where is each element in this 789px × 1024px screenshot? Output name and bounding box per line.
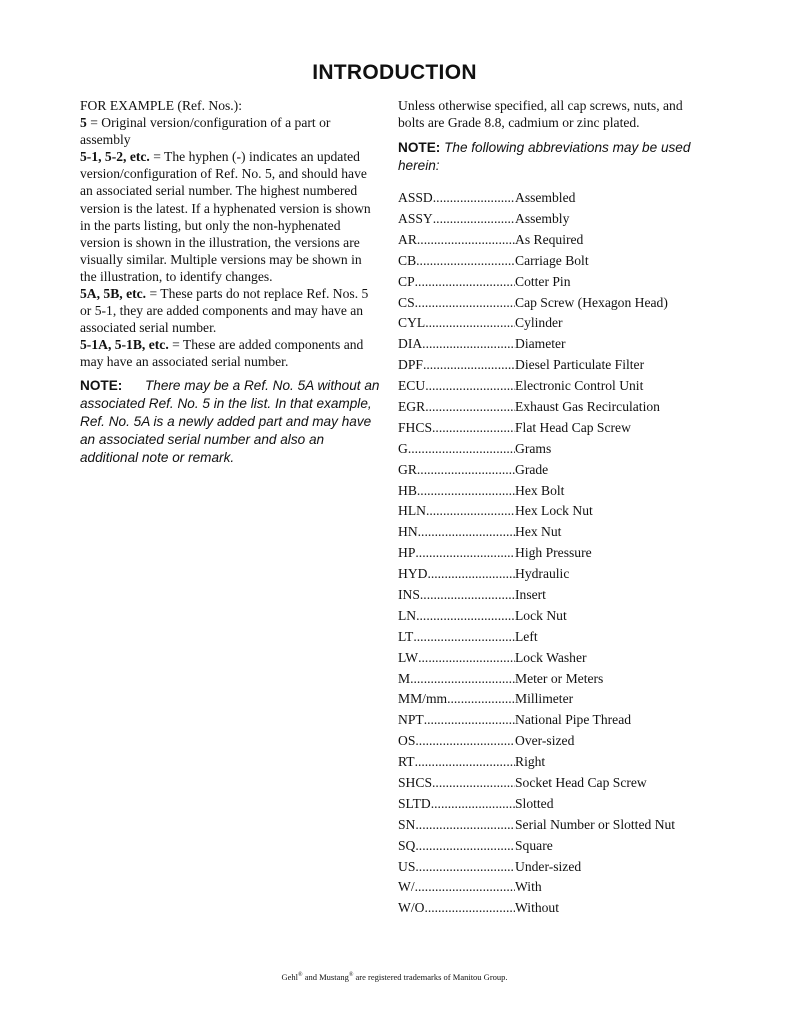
- abbreviation-code: MM/mm: [398, 691, 448, 707]
- abbreviation-row: [398, 271, 708, 292]
- abbreviation-meaning: Serial Number or Slotted Nut: [515, 816, 676, 832]
- abbreviation-row: [398, 709, 708, 730]
- abbreviation-code: SHCS: [398, 775, 433, 791]
- abbreviation-meaning: Assembly: [515, 210, 570, 226]
- page-title: INTRODUCTION: [312, 61, 477, 84]
- abbreviation-code: INS: [398, 587, 420, 602]
- abbreviation-meaning: With: [515, 879, 542, 895]
- abbreviation-code: DPF: [398, 357, 423, 373]
- abbreviation-code: W/O: [398, 900, 425, 916]
- abbreviation-row: [398, 584, 708, 605]
- abbreviation-code: ASSY: [398, 210, 433, 226]
- abbreviation-code: SN: [398, 816, 416, 832]
- dot-leader: [425, 314, 515, 331]
- abbreviation-meaning: Lock Washer: [515, 649, 587, 665]
- abbreviation-meaning: Electronic Control Unit: [515, 378, 644, 394]
- note-label: NOTE:: [80, 377, 123, 393]
- abbreviation-meaning: Cotter Pin: [515, 273, 571, 289]
- abbreviation-row: [398, 187, 708, 208]
- abbreviation-code: ASSD: [398, 190, 433, 206]
- abbreviation-meaning: Hex Lock Nut: [515, 503, 593, 519]
- abbreviation-row: [398, 333, 708, 354]
- abbreviation-key: [398, 419, 515, 436]
- abbreviation-key: [398, 732, 515, 749]
- abbreviation-code: LN: [398, 607, 417, 623]
- dot-leader: [415, 544, 515, 561]
- abbreviation-meaning: Right: [515, 754, 546, 770]
- example-entry: [80, 336, 380, 370]
- dot-leader: [415, 816, 515, 833]
- dot-leader: [425, 398, 515, 415]
- abbreviation-key: [398, 377, 515, 394]
- abbreviation-key: [398, 502, 515, 519]
- dot-leader: [432, 774, 515, 791]
- abbreviation-meaning: Diameter: [515, 336, 566, 352]
- dot-leader: [410, 670, 515, 687]
- abbreviation-key: [398, 398, 515, 415]
- abbreviation-row: [398, 897, 708, 918]
- abbreviation-code: HLN: [398, 503, 426, 519]
- example-entry: [80, 148, 380, 285]
- abbreviation-meaning: Cap Screw (Hexagon Head): [515, 294, 668, 310]
- note-text: There may be a Ref. No. 5A without an associated Ref. No. 5 in the list. In that example, Ref. No. 5A is a newly added part and may have an associated serial number and also an additional note or remark.: [80, 377, 380, 465]
- abbreviation-meaning: Hex Bolt: [515, 482, 565, 498]
- abbreviation-key: [398, 878, 515, 895]
- abbreviation-code: GR: [398, 461, 417, 477]
- abbreviation-meaning: Square: [515, 837, 553, 853]
- abbreviation-key: [398, 628, 515, 645]
- abbreviation-key: [398, 440, 515, 457]
- abbreviation-key: [398, 816, 515, 833]
- abbreviation-row: [398, 877, 708, 898]
- abbreviation-key: [398, 858, 515, 875]
- abbreviation-code: CP: [398, 273, 415, 289]
- abbreviation-row: [398, 229, 708, 250]
- abbreviation-meaning: Cylinder: [515, 315, 563, 331]
- abbreviation-row: [398, 772, 708, 793]
- dot-leader: [425, 377, 515, 394]
- dot-leader: [416, 252, 515, 269]
- abbreviation-key: [398, 795, 515, 812]
- abbreviation-code: FHCS: [398, 419, 433, 435]
- abbreviation-code: CS: [398, 294, 415, 310]
- example-intro: FOR EXAMPLE (Ref. Nos.):: [80, 98, 242, 113]
- abbreviation-row: [398, 626, 708, 647]
- abbreviation-meaning: Meter or Meters: [515, 670, 604, 686]
- abbreviation-key: [398, 899, 515, 916]
- ref-note: [80, 377, 380, 467]
- abbreviation-code: ECU: [398, 378, 426, 394]
- abbreviation-code: EGR: [398, 398, 426, 414]
- dot-leader: [433, 189, 515, 206]
- abbreviation-row: [398, 563, 708, 584]
- abbreviation-code: OS: [398, 733, 416, 749]
- abbreviation-code: NPT: [398, 712, 424, 728]
- abbreviation-meaning: Slotted: [515, 795, 554, 811]
- dot-leader: [418, 649, 515, 666]
- abbreviation-row: [398, 730, 708, 751]
- abbreviation-row: [398, 668, 708, 689]
- abbreviation-row: [398, 501, 708, 522]
- dot-leader: [417, 231, 515, 248]
- dot-leader: [415, 732, 515, 749]
- abbreviation-row: [398, 250, 708, 271]
- abbreviation-row: [398, 793, 708, 814]
- dot-leader: [417, 461, 515, 478]
- abbreviation-key: [398, 690, 515, 707]
- abbreviation-key: [398, 210, 515, 227]
- abbreviation-row: [398, 396, 708, 417]
- dot-leader: [415, 273, 515, 290]
- abbreviation-meaning: National Pipe Thread: [515, 712, 632, 728]
- example-text: = These are added components and may have an associated serial number.: [80, 337, 364, 370]
- abbreviation-key: [398, 294, 515, 311]
- abbreviation-code: LW: [398, 649, 419, 665]
- abbreviation-row: [398, 647, 708, 668]
- abbreviation-meaning: Diesel Particulate Filter: [515, 357, 645, 373]
- abbreviation-row: [398, 480, 708, 501]
- dot-leader: [431, 795, 515, 812]
- registered-mark: ®: [348, 972, 354, 979]
- abbreviation-code: LT: [398, 628, 414, 644]
- dot-leader: [415, 858, 515, 875]
- registered-mark: ®: [298, 972, 303, 979]
- dot-leader: [420, 586, 515, 603]
- abbreviation-meaning: Insert: [515, 587, 546, 602]
- abbreviation-meaning: Exhaust Gas Recirculation: [515, 398, 660, 414]
- abbreviation-key: [398, 189, 515, 206]
- example-term: 5-1, 5-2, etc.: [80, 149, 150, 165]
- footer-text: are registered trademarks of Manitou Group.: [353, 972, 508, 982]
- abbreviation-meaning: As Required: [515, 231, 584, 247]
- dot-leader: [415, 837, 515, 854]
- dot-leader: [426, 502, 515, 519]
- dot-leader: [415, 294, 515, 311]
- abbreviation-key: [398, 607, 515, 624]
- abbreviation-row: [398, 417, 708, 438]
- abbreviation-meaning: Over-sized: [515, 733, 575, 749]
- dot-leader: [432, 419, 515, 436]
- dot-leader: [413, 628, 515, 645]
- abbreviation-code: HN: [398, 524, 418, 540]
- abbreviation-key: [398, 837, 515, 854]
- dot-leader: [422, 335, 515, 352]
- abbreviation-meaning: Socket Head Cap Screw: [515, 775, 647, 791]
- trademark-footer: [0, 972, 789, 982]
- dot-leader: [424, 711, 515, 728]
- abbreviation-key: [398, 711, 515, 728]
- abbreviation-meaning: Assembled: [515, 190, 576, 206]
- abbreviation-row: [398, 856, 708, 877]
- abbreviation-row: [398, 835, 708, 856]
- abbreviation-meaning: Left: [515, 628, 538, 644]
- abbreviation-meaning: Flat Head Cap Screw: [515, 419, 631, 435]
- example-term: 5A, 5B, etc.: [80, 286, 147, 302]
- abbreviation-code: HYD: [398, 566, 428, 582]
- abbreviation-row: [398, 814, 708, 835]
- footer-brand-mustang: and Mustang: [302, 972, 349, 982]
- example-text: = These parts do not replace Ref. Nos. 5 or 5-1, they are added components and may have an associated serial number.: [80, 286, 369, 336]
- abbreviation-meaning: Hydraulic: [515, 566, 570, 582]
- abbreviation-key: [398, 273, 515, 290]
- abbreviation-row: [398, 605, 708, 626]
- left-column: [80, 97, 380, 467]
- abbreviation-row: [398, 459, 708, 480]
- footer-brand-gehl: Gehl: [281, 972, 298, 982]
- abbreviation-row: [398, 689, 708, 710]
- abbreviation-code: US: [398, 858, 416, 874]
- example-text: = Original version/configuration of a part or assembly: [80, 115, 331, 148]
- abbreviation-meaning: High Pressure: [515, 545, 592, 561]
- dot-leader: [416, 607, 515, 624]
- abbreviation-key: [398, 649, 515, 666]
- abbreviation-meaning: Under-sized: [515, 858, 582, 874]
- note-label: NOTE:: [398, 140, 441, 156]
- abbreviation-key: [398, 774, 515, 791]
- abbreviation-key: [398, 461, 515, 478]
- abbreviation-code: AR: [398, 231, 417, 247]
- dot-leader: [415, 753, 515, 770]
- abbreviation-key: [398, 231, 515, 248]
- dot-leader: [447, 690, 515, 707]
- abbreviation-list: [398, 187, 708, 918]
- abbreviation-code: G: [398, 440, 408, 456]
- abbreviation-code: HP: [398, 545, 416, 561]
- abbreviation-key: [398, 314, 515, 331]
- example-term: 5: [80, 115, 87, 131]
- abbreviation-row: [398, 542, 708, 563]
- abbreviation-row: [398, 751, 708, 772]
- abbreviation-code: CB: [398, 252, 417, 268]
- abbreviation-code: SLTD: [398, 795, 431, 811]
- abbreviation-meaning: Hex Nut: [515, 524, 562, 540]
- abbreviation-row: [398, 354, 708, 375]
- dot-leader: [417, 482, 515, 499]
- abbreviation-key: [398, 482, 515, 499]
- abbreviation-code: CYL: [398, 315, 426, 331]
- dot-leader: [408, 440, 515, 457]
- abbreviation-row: [398, 208, 708, 229]
- abbreviation-key: [398, 670, 515, 687]
- abbreviation-code: RT: [398, 754, 415, 770]
- example-text: = The hyphen (-) indicates an updated version/configuration of Ref. No. 5, and should have an associated serial number. The highest numbered version is the latest. If a hyphenated version is shown in the parts listing, but only the non-hyphenated version is shown in the illustration, the versions are visually similar. Multiple versions may be shown in the illustration, to identify changes.: [80, 149, 371, 284]
- abbreviation-key: [398, 565, 515, 582]
- dot-leader: [418, 523, 515, 540]
- abbreviation-meaning: Grade: [515, 461, 549, 477]
- abbreviation-meaning: Lock Nut: [515, 607, 567, 623]
- abbreviation-code: W/: [398, 879, 415, 895]
- abbreviation-code: HB: [398, 482, 417, 498]
- dot-leader: [424, 899, 515, 916]
- abbreviation-key: [398, 356, 515, 373]
- dot-leader: [423, 356, 515, 373]
- abbreviation-code: SQ: [398, 837, 416, 853]
- example-entry: [80, 114, 380, 148]
- abbreviation-key: [398, 252, 515, 269]
- abbreviation-row: [398, 313, 708, 334]
- abbreviation-meaning: Grams: [515, 440, 552, 456]
- abbreviation-key: [398, 586, 515, 603]
- abbreviation-meaning: Carriage Bolt: [515, 252, 589, 268]
- right-column: [398, 97, 708, 918]
- example-entry: [80, 285, 380, 336]
- abbreviation-key: [398, 523, 515, 540]
- abbreviation-row: [398, 438, 708, 459]
- abbreviation-meaning: Without: [515, 900, 560, 916]
- dot-leader: [427, 565, 515, 582]
- abbreviations-note: [398, 139, 708, 175]
- abbreviation-code: M: [398, 670, 411, 686]
- note-text: The following abbreviations may be used herein:: [398, 140, 691, 174]
- abbreviation-meaning: Millimeter: [515, 691, 574, 707]
- dot-leader: [415, 878, 515, 895]
- abbreviation-row: [398, 521, 708, 542]
- abbreviation-code: DIA: [398, 336, 423, 352]
- abbreviation-key: [398, 753, 515, 770]
- abbreviation-row: [398, 292, 708, 313]
- grade-statement: Unless otherwise specified, all cap screws, nuts, and bolts are Grade 8.8, cadmium or zinc plated.: [398, 98, 683, 131]
- abbreviation-key: [398, 335, 515, 352]
- abbreviation-key: [398, 544, 515, 561]
- abbreviation-row: [398, 375, 708, 396]
- example-term: 5-1A, 5-1B, etc.: [80, 337, 169, 353]
- dot-leader: [433, 210, 515, 227]
